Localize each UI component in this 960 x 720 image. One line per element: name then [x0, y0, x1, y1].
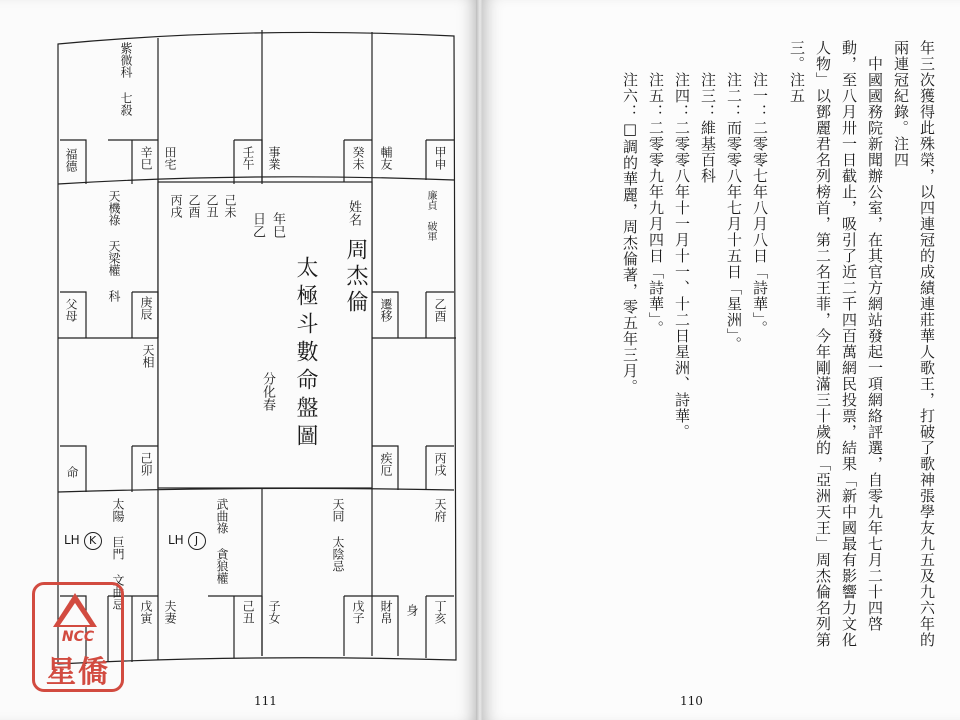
palace-qianyi: 遷移 — [379, 298, 393, 322]
cell-stars-top-4 — [424, 190, 437, 240]
palace-xiongdi: 兄弟 — [66, 600, 79, 622]
circle-marker: K — [84, 532, 102, 550]
ncc-watermark-logo — [32, 582, 124, 692]
palace-jie: 疾厄 — [379, 452, 393, 476]
birth-day: 日乙 — [250, 212, 265, 238]
lh-text: LH — [64, 533, 80, 547]
left-page — [0, 0, 478, 720]
note-5: 注五：二零零九年九月四日「詩華」。 — [647, 72, 665, 337]
circle-marker: J — [188, 532, 206, 550]
page-number-left: 111 — [254, 694, 277, 708]
label-caibo: 財帛 — [379, 600, 393, 624]
stem-wuyin: 戊寅 — [139, 600, 153, 624]
stars-text: 太陽 巨門 文曲忌 — [111, 498, 125, 610]
name-label: 姓名 — [346, 200, 361, 226]
note-2: 注二：而零零八年七月十五日「星洲」。 — [725, 72, 743, 353]
stars-text: 天同 太陰忌 — [331, 498, 345, 572]
stars-text: 天機祿 天梁權 科 — [107, 190, 121, 302]
note-1: 注一：二零零七年八月八日「詩華」。 — [751, 72, 769, 337]
triangle-inner — [60, 603, 90, 625]
birth-col-2: 乙丑 — [205, 194, 219, 218]
cell-stars-bottom-4: 天府 — [433, 498, 447, 522]
lh-marker-j — [168, 532, 206, 550]
page-number-right: 110 — [680, 694, 703, 708]
body-line-2: 兩連冠紀錄。注四 — [892, 40, 910, 168]
stem-renwu: 壬午 — [241, 146, 255, 170]
birth-col-4: 丙戌 — [169, 194, 183, 218]
label-zinu: 子女 — [267, 600, 281, 624]
stars-text: 廉貞 破軍 — [425, 190, 436, 241]
cell-stars-top-1 — [118, 42, 133, 132]
label-fuqi: 夫妻 — [163, 600, 177, 624]
label-shen: 身 — [405, 604, 419, 616]
body-line-6: 三。注五 — [788, 40, 806, 104]
chart-title: 太極斗數命盤圖 — [293, 256, 318, 452]
stem-jiashen: 甲申 — [433, 146, 447, 170]
label-tianzhai: 田宅 — [163, 146, 177, 170]
birth-year: 年巳 — [270, 212, 285, 238]
lh-marker-k — [64, 532, 102, 550]
palace-ming: 命 — [65, 466, 79, 478]
stem-jichou: 己丑 — [241, 600, 255, 624]
stem-xinsi: 辛巳 — [139, 146, 153, 170]
stem-yiyou: 乙酉 — [433, 298, 447, 322]
stars-text: 武曲祿 貪狼權 — [215, 498, 229, 584]
body-line-3: 中國國務院新聞辦公室，在其官方網站發起一項網絡評選，自零九年七月二十四啓 — [866, 40, 884, 632]
cell-stars-left-2: 天相 — [141, 344, 155, 368]
stem-guiwei: 癸未 — [351, 146, 365, 170]
birth-col-3: 乙酉 — [187, 194, 201, 218]
hour-note: 分化春 — [260, 372, 275, 411]
label-shiye: 事業 — [267, 146, 281, 170]
lh-text: LH — [168, 533, 184, 547]
stamp-zh-text: 星僑 — [46, 655, 110, 690]
person-name: 周杰倫 — [343, 238, 368, 316]
stem-gengchen: 庚辰 — [139, 296, 153, 320]
stem-bingxu: 丙戌 — [433, 452, 447, 476]
palace-fumu: 父母 — [64, 298, 78, 322]
birth-col-1: 己未 — [223, 194, 237, 218]
cell-stars-bottom-1 — [110, 498, 125, 610]
body-line-1: 年三次獲得此殊榮，以四連冠的成績連莊華人歌王，打破了歌神張學友九五及九六年的 — [918, 40, 936, 648]
note-4: 注四：二零零八年十一月十一、十二日星洲、詩華。 — [673, 72, 691, 440]
stem-jimao: 己卯 — [139, 452, 153, 476]
cell-stars-bottom-3 — [330, 498, 345, 572]
label-fuyou: 輔友 — [379, 146, 393, 170]
stem-dinghai: 丁亥 — [433, 600, 447, 624]
body-line-4: 動，至八月卅一日截止，吸引了近二千四百萬網民投票，結果「新中國最有影響力文化 — [840, 40, 858, 648]
body-line-5: 人物」以鄧麗君名列榜首，第二名王菲，今年剛滿三十歲的「亞洲天王」周杰倫名列第 — [814, 40, 832, 648]
stamp-en-text: NCC — [61, 629, 95, 645]
palace-fude: 福德 — [64, 148, 78, 172]
right-page — [482, 0, 960, 720]
note-6: 注六：□調的華麗，周杰倫著，零五年三月。 — [621, 72, 639, 395]
cell-stars-bottom-2 — [214, 498, 229, 584]
stars-text: 紫微科 七殺 — [119, 42, 133, 116]
stem-wuzi: 戊子 — [351, 600, 365, 624]
note-3: 注三：維基百科 — [699, 72, 717, 184]
cell-stars-left-1 — [106, 190, 121, 302]
